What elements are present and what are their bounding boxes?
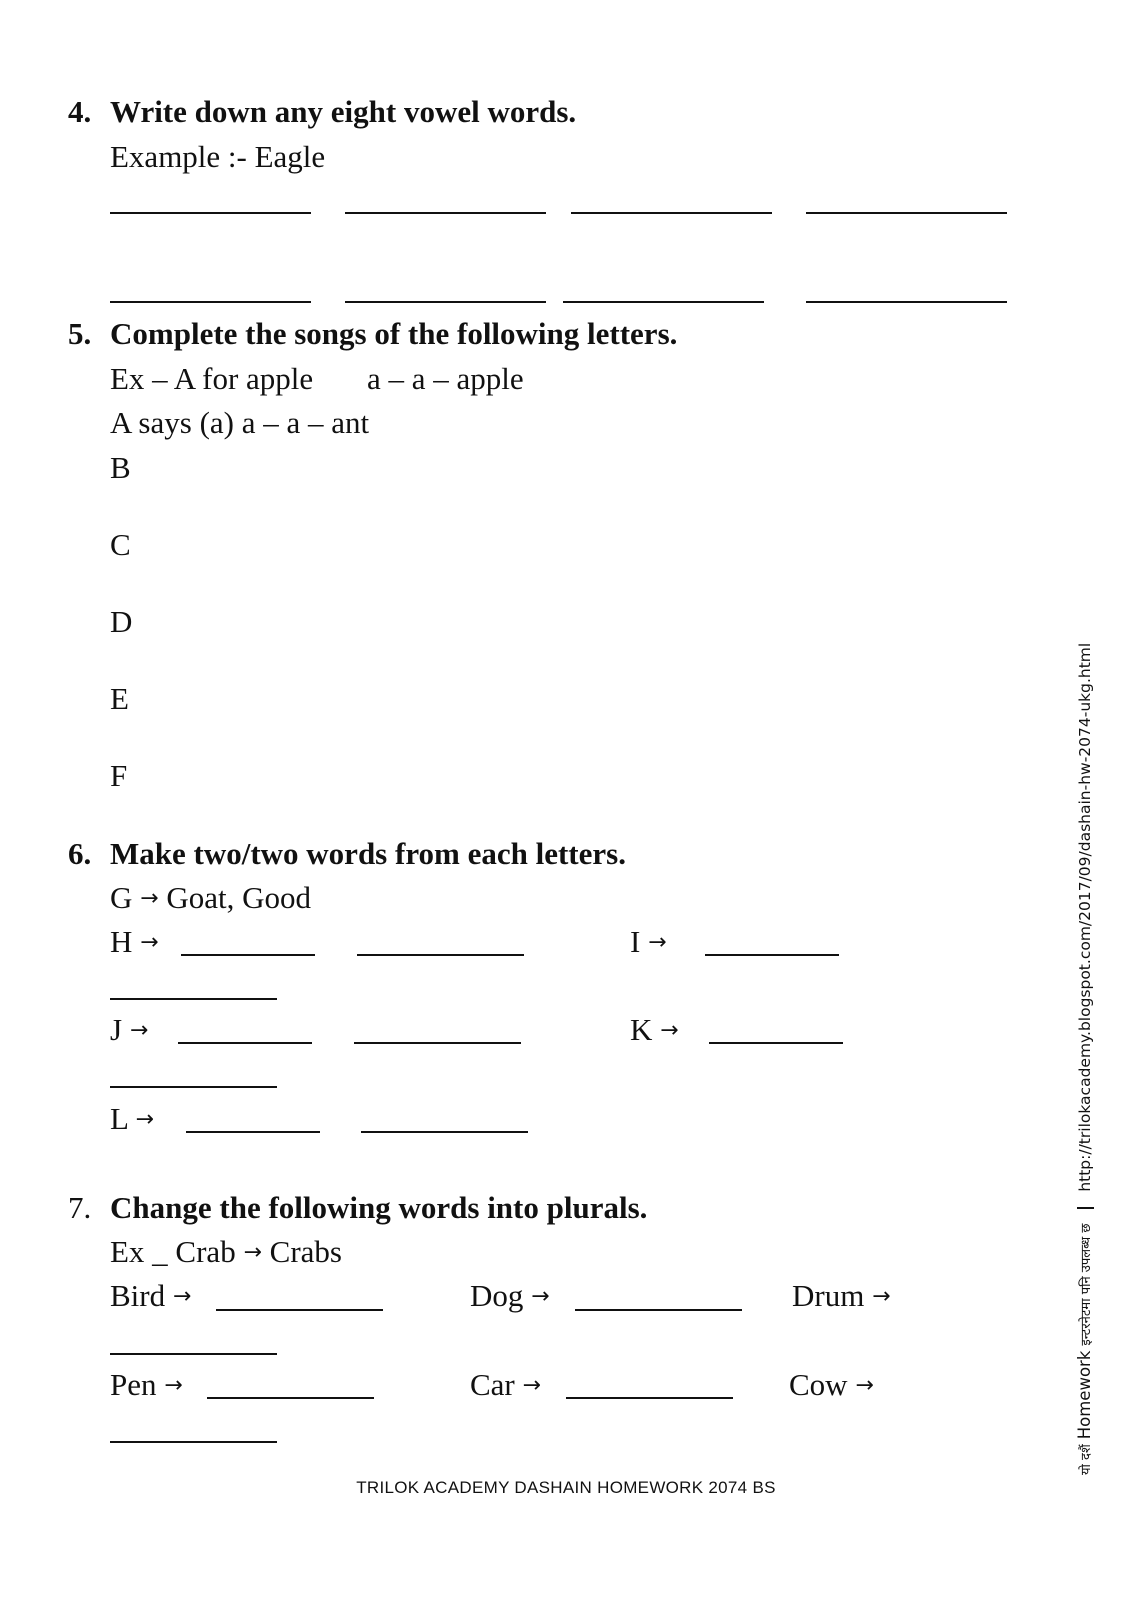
- arrow-icon: →: [140, 930, 159, 955]
- q6-letter-j: J: [110, 1012, 123, 1047]
- q6-title: Make two/two words from each letters.: [110, 836, 626, 871]
- arrow-icon: →: [135, 1107, 154, 1132]
- footer: TRILOK ACADEMY DASHAIN HOMEWORK 2074 BS: [356, 1478, 776, 1497]
- q7-cow-blank[interactable]: [110, 1441, 277, 1443]
- side-homework-word: Homework: [1075, 1350, 1094, 1440]
- side-nepali-prefix: यो दशैं: [1079, 1444, 1094, 1475]
- q6-letter-k: K: [630, 1012, 653, 1047]
- q6-letter-l: L: [110, 1101, 128, 1136]
- q6-letter-h: H: [110, 924, 133, 959]
- q7-word-bird: [110, 1278, 191, 1314]
- q6-k-blank-1[interactable]: [709, 1042, 843, 1044]
- arrow-icon: →: [855, 1373, 874, 1398]
- q6-i-blank-2[interactable]: [110, 998, 277, 1000]
- q4-blank-5[interactable]: [110, 301, 311, 303]
- q6-h-blank-2[interactable]: [357, 954, 524, 956]
- q5-title: Complete the songs of the following letters.: [110, 316, 678, 351]
- q6-j-blank-1[interactable]: [178, 1042, 312, 1044]
- q5-letter-d: D: [110, 604, 133, 639]
- arrow-icon: →: [129, 1018, 149, 1043]
- q4-blank-6[interactable]: [345, 301, 546, 303]
- arrow-icon: →: [660, 1018, 679, 1043]
- q6-l-blank-1[interactable]: [186, 1131, 320, 1133]
- arrow-icon: →: [648, 930, 667, 955]
- arrow-icon: →: [243, 1240, 262, 1265]
- q7-pen-blank[interactable]: [207, 1397, 374, 1399]
- q4-blank-1[interactable]: [110, 212, 311, 214]
- q7-word-label: Bird: [110, 1278, 166, 1313]
- q6-row-l: [110, 1101, 154, 1137]
- q7-car-blank[interactable]: [566, 1397, 733, 1399]
- q7-drum-blank[interactable]: [110, 1353, 277, 1355]
- side-nepali-suffix: इन्टरनेटमा पनि उपलब्ध छ: [1079, 1223, 1094, 1346]
- q6-row-i: [630, 924, 667, 960]
- q5-letter-f: F: [110, 758, 128, 793]
- q4-title: Write down any eight vowel words.: [110, 94, 577, 129]
- q7-word-label: Dog: [470, 1278, 524, 1313]
- side-separator: [1077, 1207, 1094, 1209]
- q6-row-k: [630, 1012, 679, 1048]
- q7-example-a: Ex _ Crab: [110, 1234, 236, 1269]
- q4-blank-3[interactable]: [571, 212, 772, 214]
- q5-number: 5.: [68, 316, 92, 351]
- q4-example: Example :- Eagle: [110, 139, 326, 174]
- q6-number: 6.: [68, 836, 92, 871]
- arrow-icon: →: [164, 1373, 183, 1398]
- arrow-icon: →: [531, 1284, 550, 1309]
- q7-example: [110, 1234, 342, 1270]
- q5-example-line1-b: a – a – apple: [367, 361, 524, 396]
- q5-letter-b: B: [110, 450, 131, 485]
- q6-example-words: Goat, Good: [166, 880, 311, 915]
- q6-letter-i: I: [630, 924, 641, 959]
- arrow-icon: →: [522, 1373, 541, 1398]
- q4-number: 4.: [68, 94, 92, 129]
- q6-j-blank-2[interactable]: [354, 1042, 521, 1044]
- q4-blank-4[interactable]: [806, 212, 1007, 214]
- q7-word-drum: [792, 1278, 891, 1314]
- q7-word-pen: [110, 1367, 183, 1403]
- q7-number: 7.: [68, 1190, 92, 1225]
- arrow-icon: →: [140, 886, 159, 911]
- q7-example-b: Crabs: [269, 1234, 342, 1269]
- side-url-link[interactable]: http://trilokacademy.blogspot.com/2017/09/dashain-hw-2074-ukg.html: [1076, 642, 1094, 1192]
- q7-word-cow: [789, 1367, 874, 1403]
- q6-k-blank-2[interactable]: [110, 1086, 277, 1088]
- q6-example: [110, 880, 311, 916]
- q5-example-line2: A says (a) a – a – ant: [110, 405, 370, 440]
- q4-blank-8[interactable]: [806, 301, 1007, 303]
- arrow-icon: →: [872, 1284, 891, 1309]
- q6-row-h: [110, 924, 159, 960]
- q7-word-label: Cow: [789, 1367, 848, 1402]
- q7-dog-blank[interactable]: [575, 1309, 742, 1311]
- q4-blank-7[interactable]: [563, 301, 764, 303]
- q5-letter-c: C: [110, 527, 131, 562]
- q6-h-blank-1[interactable]: [181, 954, 315, 956]
- q7-title: Change the following words into plurals.: [110, 1190, 648, 1225]
- q7-word-car: [470, 1367, 541, 1403]
- q7-word-label: Drum: [792, 1278, 865, 1313]
- q5-example-line1-a: Ex – A for apple: [110, 361, 314, 396]
- q7-bird-blank[interactable]: [216, 1309, 383, 1311]
- q7-word-label: Car: [470, 1367, 515, 1402]
- q4-blank-2[interactable]: [345, 212, 546, 214]
- q5-letter-e: E: [110, 681, 129, 716]
- side-banner: [1075, 643, 1094, 1475]
- q6-row-j: [110, 1012, 148, 1048]
- q6-i-blank-1[interactable]: [705, 954, 839, 956]
- q6-l-blank-2[interactable]: [361, 1131, 528, 1133]
- q6-example-letter: G: [110, 880, 133, 915]
- q7-word-dog: [470, 1278, 550, 1314]
- arrow-icon: →: [172, 1284, 192, 1309]
- q7-word-label: Pen: [110, 1367, 157, 1402]
